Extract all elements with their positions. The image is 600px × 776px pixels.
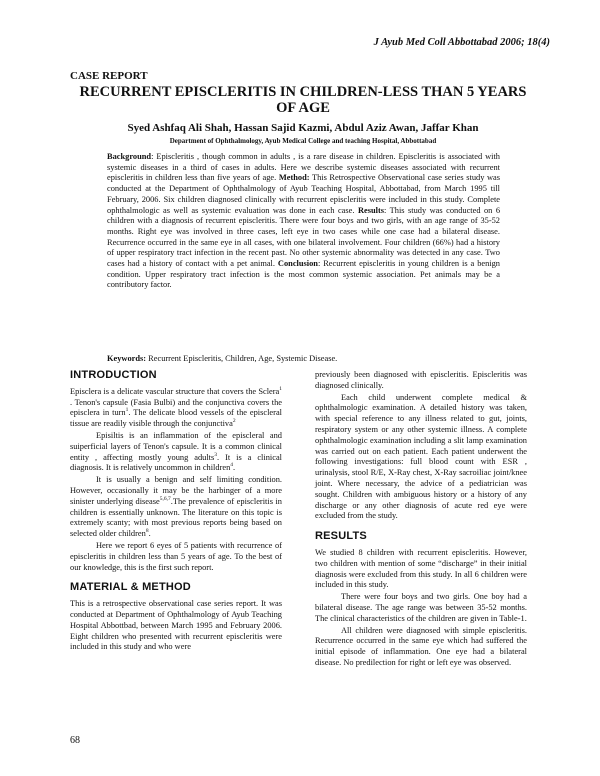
intro-paragraph-1: Episclera is a delicate vascular structure that covers the Sclera$^1$ . Tenon's capsule (Fasia Bulbi) and the conjunctiva covers the episclera in turn$^1$. The delicate blood vessels of the episcleral tissue are readily visible through the conjunctiva$^2$ — [70, 386, 282, 429]
method-label: Method: — [278, 173, 310, 183]
method-text: This Retrospective Observational case series study was conducted at the Department of Ophthalmology of Ayub Teaching Hospital, Abbottabad, from March 1995 till February, 2006. Six children diagnosed clinically with recurrent episcleritis were included in this study. Complete ophthalmologic as well as systemic evaluation was done in each case. — [107, 173, 501, 215]
conclusion-text: : Recurrent episcleritis in young children is a benign condition. Upper respiratory tract infection is the most common systemic association. Pet animals may be a contributory factor. — [107, 259, 500, 290]
results-paragraph-3: All children were diagnosed with simple episcleritis. Recurrence occurred in the same eye which had suffered the initial episode of inflammation. One eye had a bilateral disease. No predilection for right or left eye was observed. — [315, 625, 527, 667]
intro-paragraph-4: Here we report 6 eyes of 5 patients with recurrence of episcleritis in children less than 5 years of age. To the best of our knowledge, this is the first such report. — [70, 540, 282, 572]
method-paragraph-3: Each child underwent complete medical & ophthalmologic examination. A detailed history was taken, with special reference to any illness related to gut, joints, respiratory system or any other systemic illness. A complete ophthalmologic examination including a slit lamp examination was carried out on each patient. Each patient underwent the following investigations: full blood count with ESR , urinalysis, stool R/E, X-Ray chest, X-Ray sacroiliac joint/knee joint. Where necessary, the advice of a pediatrician was sought. Children with ambiguous history or a history of any discharge or any other diagnosis of acute red eye were excluded from the study. — [315, 392, 527, 521]
affiliation: Department of Ophthalmology, Ayub Medical College and teaching Hospital, Abbottabad — [169, 137, 437, 145]
background-text: : Episcleritis , though common in adults , is a rare disease in children. Episcleritis is associated with systemic diseases in a third of cases in adults. Here we describe systemic diseases associated with recurrent episcleritis in children less than five years of age. — [107, 152, 500, 183]
intro-paragraph-2: Episiltis is an inflammation of the episcleral and suiperficial layers of Tenon's capsule. It is a common clinical entity , affecting mostly young adults$^3$. It is a clinical diagnosis. It is relatively uncommon in children$^4$. — [70, 430, 282, 473]
keywords-text: Recurrent Episcleritis, Children, Age, Systemic Disease. — [146, 354, 338, 363]
section-label: CASE REPORT — [70, 70, 148, 82]
right-column — [315, 370, 527, 669]
introduction-heading: INTRODUCTION — [70, 369, 157, 381]
abstract — [107, 152, 500, 291]
results-label: Results — [357, 205, 384, 215]
page-number: 68 — [70, 735, 80, 746]
method-paragraph-2: previously been diagnosed with episcleritis. Episcleritis was diagnosed clinically. — [315, 370, 527, 390]
intro-paragraph-3: It is usually a benign and self limiting condition. However, occasionally it may be the harbinger of a more sinister underlying disease$^{5,6,7}$.The prevalence of episcleritis in children is essentially unknown. The literature on this topic is extremely scanty; with most previous reports being based on selected older children$^8$. — [70, 475, 282, 539]
results-heading: RESULTS — [315, 530, 367, 543]
method-paragraph-1: This is a retrospective observational case series report. It was conducted at Department of Ophthalmology of Ayub Teaching Hospital Abbottbad, between March 1995 and February 2006. Eight children who presented with recurrent episcleritis were included in this study and who were — [70, 599, 282, 652]
results-paragraph-2: There were four boys and two girls. One boy had a bilateral disease. The age range was between 35-52 months. The clinical characteristics of the children are given in Table-1. — [315, 592, 527, 623]
results-paragraph-1: We studied 8 children with recurrent episcleritis. However, two children with mention of some “discharge” in their initial diagnosis were excluded from this study. In all 6 children were included in this study. — [315, 547, 527, 590]
left-column — [70, 370, 282, 653]
method-heading: MATERIAL & METHOD — [70, 581, 191, 594]
conclusion-label: Conclusion — [277, 259, 318, 269]
keywords-label: Keywords: — [107, 354, 147, 363]
journal-citation: J Ayub Med Coll Abbottabad 2006; 18(4) — [373, 37, 550, 48]
authors: Syed Ashfaq Ali Shah, Hassan Sajid Kazmi, Abdul Aziz Awan, Jaffar Khan — [127, 122, 479, 134]
results-text: : This study was conducted on 6 children with a diagnosis of recurrent episcleritis. There were four boys and two girls, with an age range of 35-52 months. Right eye was involved in three cases, left eye in two cases while one case had a bilateral disease. Recurrence occurred in the same eye in all cases, with one bilateral involvement. Four children (66%) had a history of upper respiratory tract infection in the recent past. No other systemic abnormality was detected in any case. Two cases had a history of contact with a pet animal. — [107, 205, 501, 269]
keywords — [107, 354, 500, 363]
article-title: RECURRENT EPISCLERITIS IN CHILDREN-LESS THAN 5 YEARS OF AGE — [79, 84, 527, 116]
background-label: Background — [107, 152, 152, 161]
